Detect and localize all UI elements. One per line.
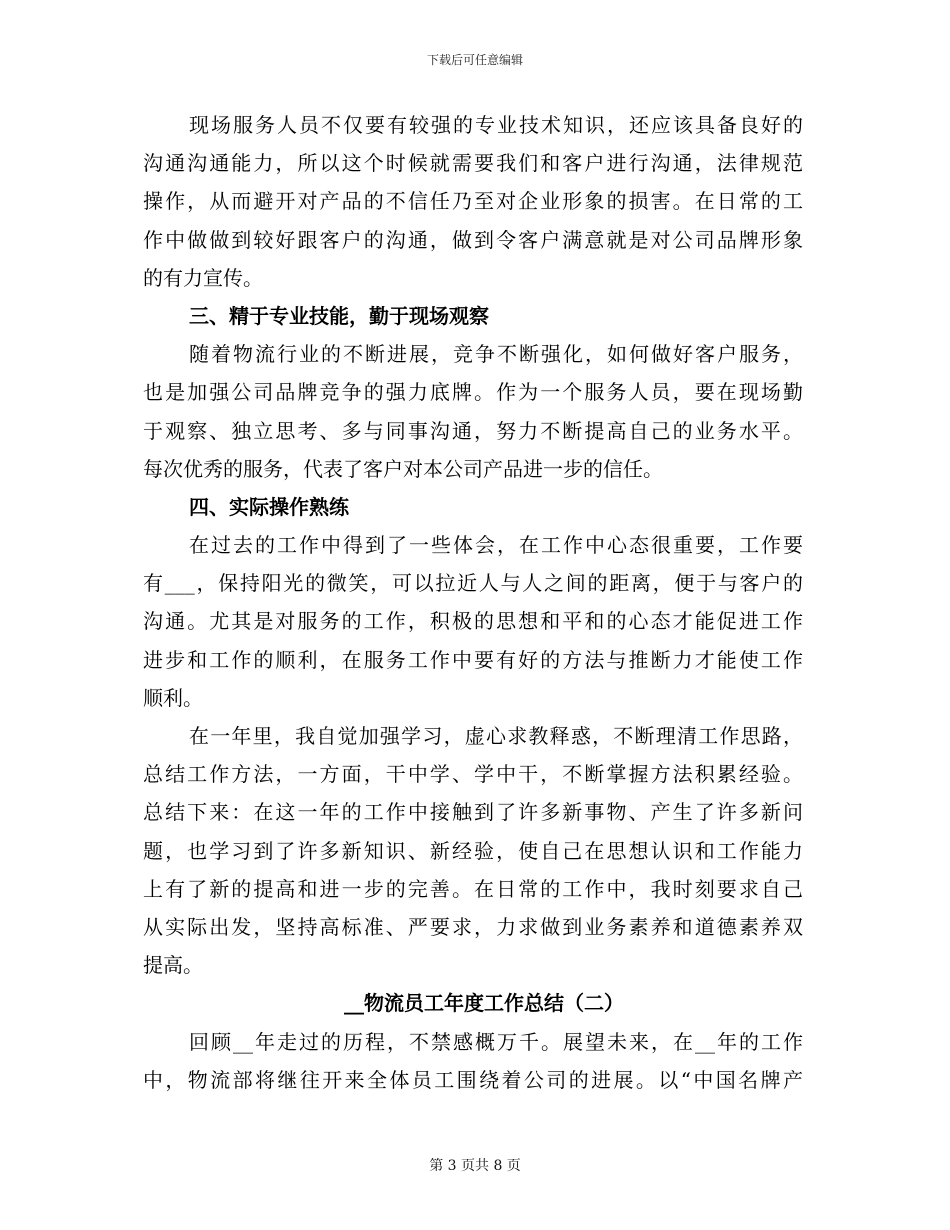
paragraph-line: 操作，从而避开对产品的不信任乃至对企业形象的损害。在日常的工 — [143, 189, 803, 214]
paragraph-line: 题，也学习到了许多新知识、新经验，使自己在思想认识和工作能力 — [143, 838, 803, 863]
paragraph-line: 顺利。 — [143, 685, 203, 710]
paragraph-line: 总结工作方法，一方面，干中学、学中干，不断掌握方法积累经验。 — [143, 762, 803, 787]
page-header: 下载后可任意编辑 — [426, 53, 523, 67]
paragraph-line: 总结下来：在这一年的工作中接触到了许多新事物、产生了许多新问 — [143, 800, 803, 825]
paragraph-line: 现场服务人员不仅要有较强的专业技术知识，还应该具备良好的 — [189, 113, 803, 137]
page-footer: 第 3 页共 8 页 — [429, 1158, 521, 1174]
section-heading: 三、精于专业技能，勤于现场观察 — [189, 303, 489, 328]
paragraph-line: 从实际出发，坚持高标准、严要求，力求做到业务素养和道德素养双 — [143, 914, 803, 939]
paragraph-line: 于观察、独立思考、多与同事沟通，努力不断提高自己的业务水平。 — [143, 418, 803, 443]
paragraph-line: 也是加强公司品牌竞争的强力底牌。作为一个服务人员，要在现场勤 — [143, 380, 803, 405]
paragraph-line: 作中做做到较好跟客户的沟通，做到令客户满意就是对公司品牌形象 — [143, 227, 803, 252]
paragraph-line: 的有力宣传。 — [143, 265, 263, 290]
section-heading: 四、实际操作熟练 — [189, 494, 349, 519]
document-title: __物流员工年度工作总结（二） — [344, 991, 624, 1016]
paragraph-line: 提高。 — [143, 953, 203, 978]
paragraph-line: 中，物流部将继往开来全体员工围绕着公司的进展。以“中国名牌产 — [143, 1067, 803, 1092]
paragraph-line: 在过去的工作中得到了一些体会，在工作中心态很重要，工作要 — [189, 533, 803, 558]
paragraph-line: 上有了新的提高和进一步的完善。在日常的工作中，我时刻要求自己 — [143, 876, 803, 901]
paragraph-line: 沟通。尤其是对服务的工作，积极的思想和平和的心态才能促进工作 — [143, 609, 803, 634]
paragraph-line: 随着物流行业的不断进展，竞争不断强化，如何做好客户服务， — [189, 342, 803, 367]
document-body — [143, 106, 803, 1099]
paragraph-line: 回顾__年走过的历程，不禁感概万千。展望未来，在__年的工作 — [189, 1029, 803, 1054]
paragraph-line: 进步和工作的顺利，在服务工作中要有好的方法与推断力才能使工作 — [143, 647, 803, 672]
paragraph-line: 沟通沟通能力，所以这个时候就需要我们和客户进行沟通，法律规范 — [143, 151, 803, 176]
paragraph-line: 有___，保持阳光的微笑，可以拉近人与人之间的距离，便于与客户的 — [143, 571, 803, 596]
paragraph-line: 每次优秀的服务，代表了客户对本公司产品进一步的信任。 — [143, 456, 663, 481]
paragraph-line: 在一年里，我自觉加强学习，虚心求教释惑，不断理清工作思路， — [189, 724, 803, 748]
